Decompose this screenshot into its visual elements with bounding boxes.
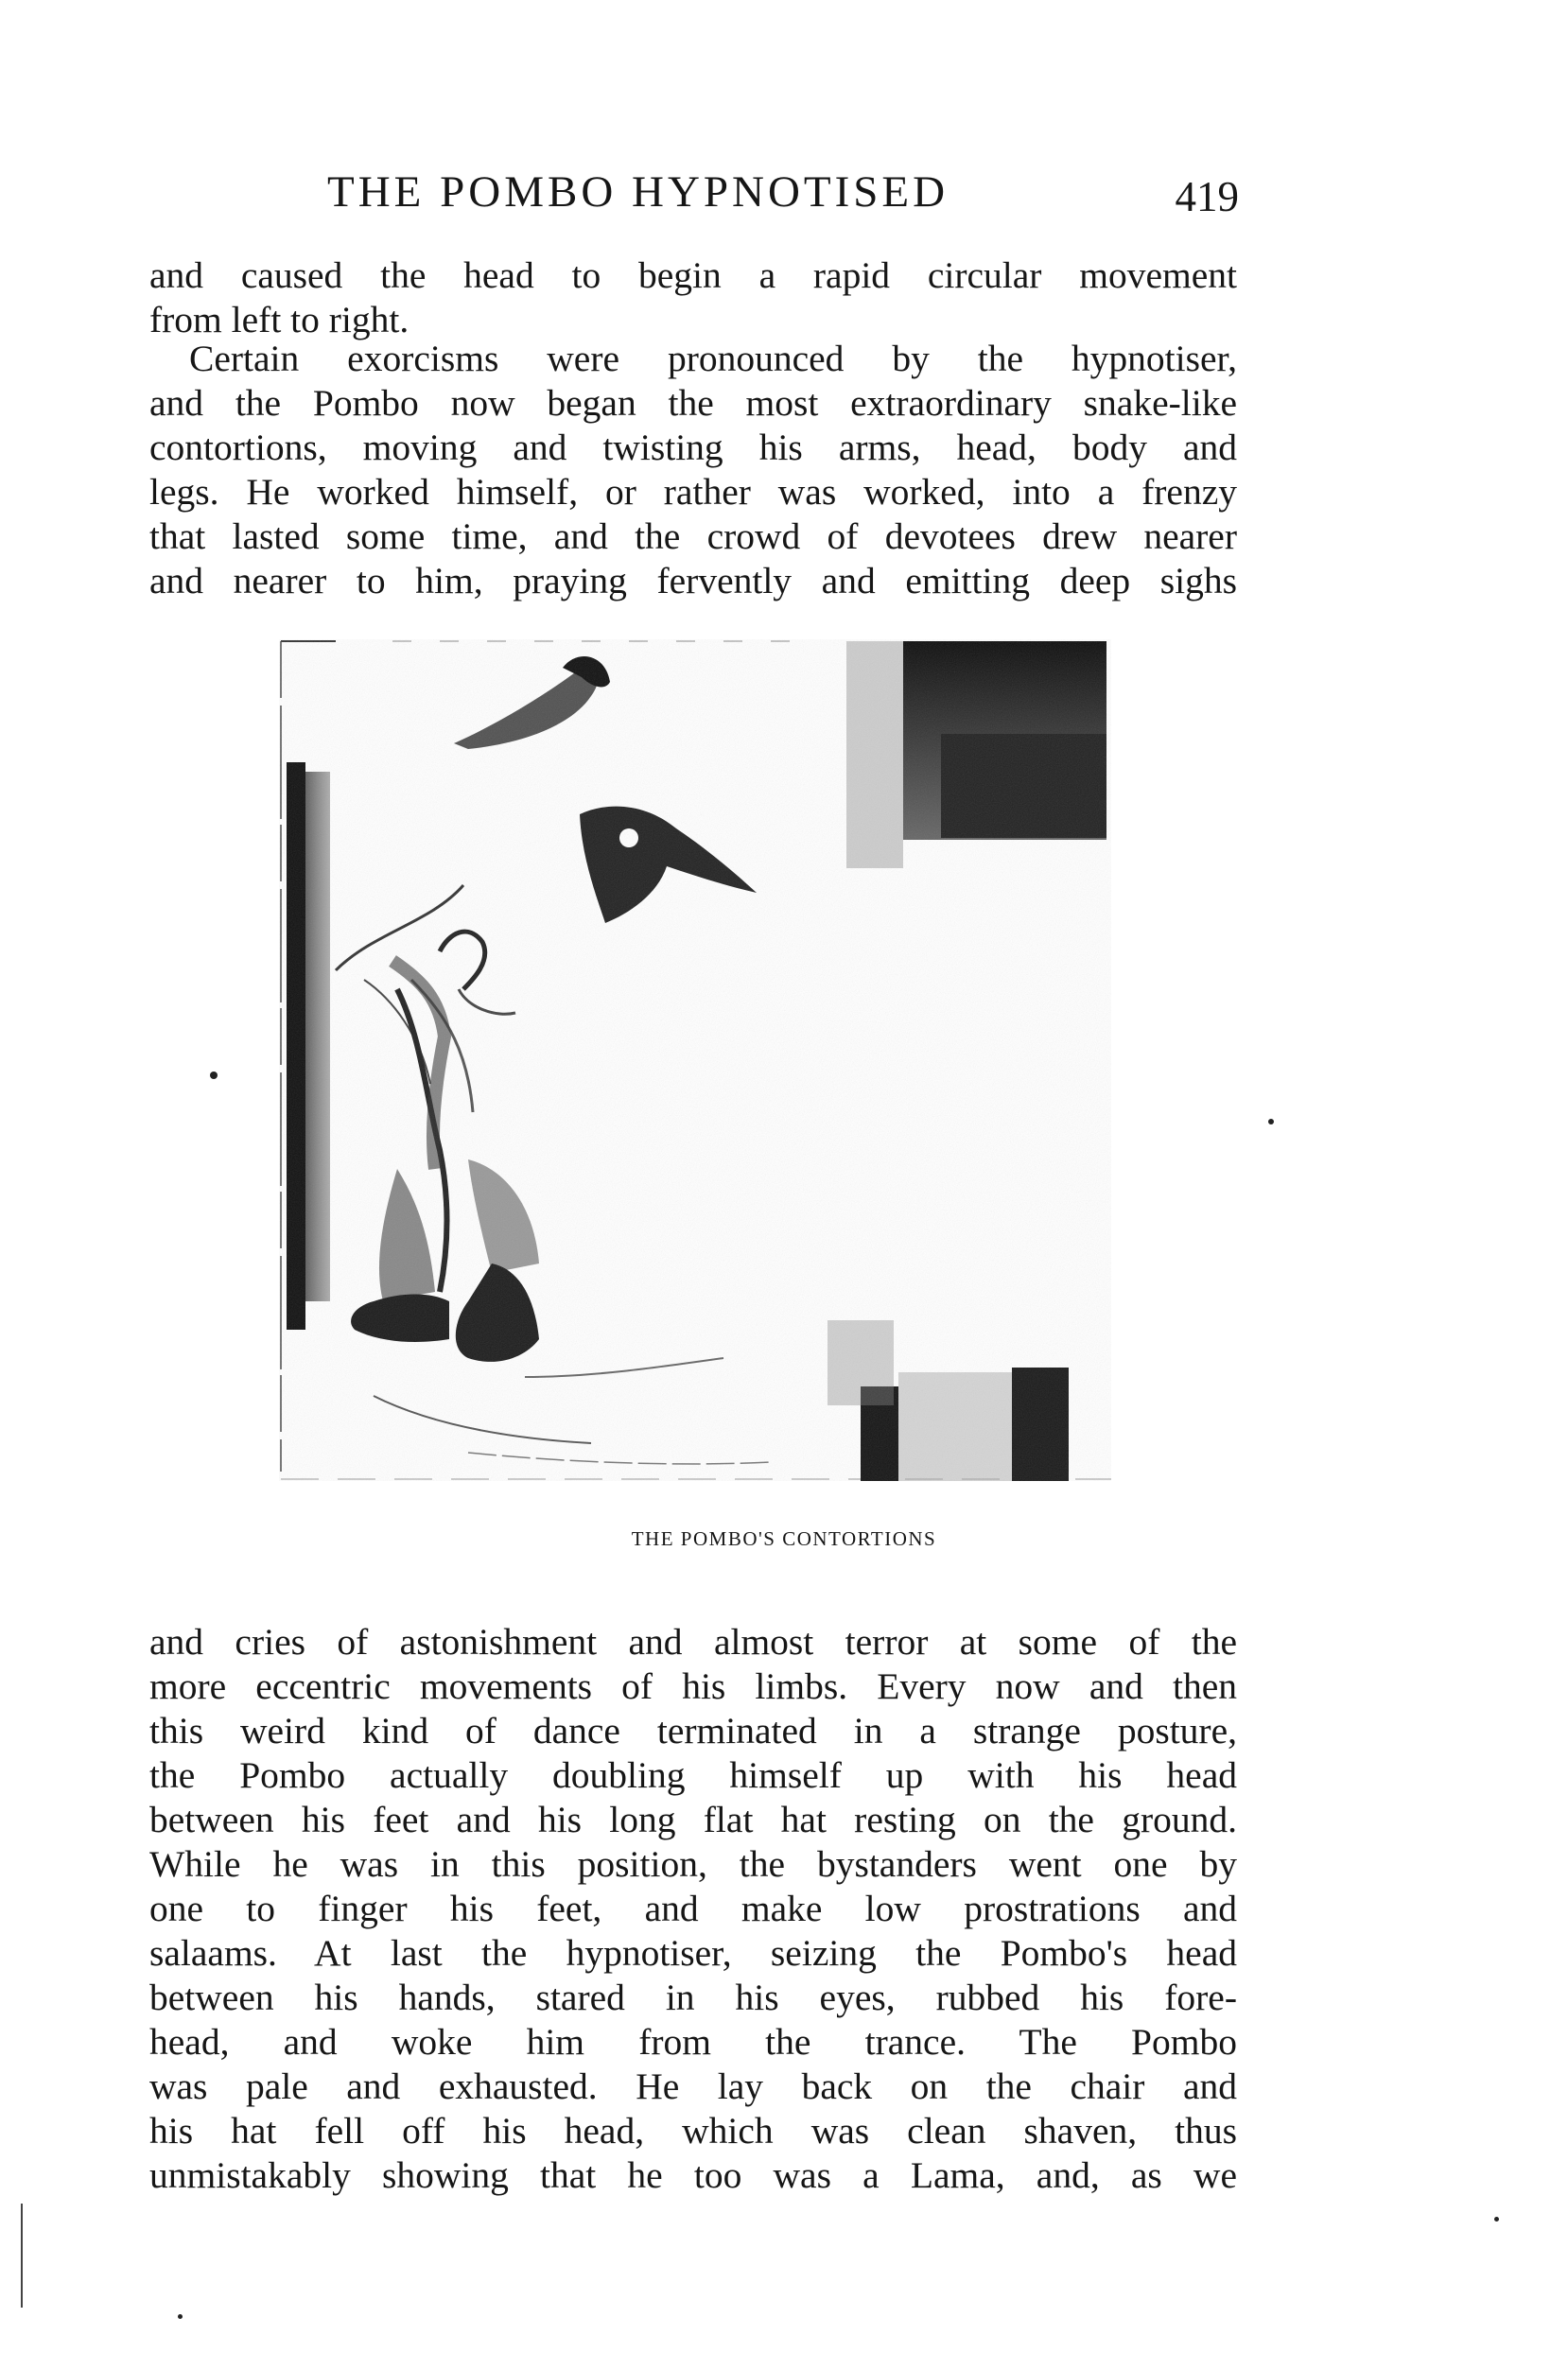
text-line: more eccentric movements of his limbs. Every now and then [149, 1665, 1237, 1707]
scan-speck [178, 2314, 183, 2319]
illustration-drawing [279, 639, 1111, 1481]
page-header [142, 166, 1258, 233]
text-line: was pale and exhausted. He lay back on the chair and [149, 2065, 1237, 2107]
paragraph-1 [149, 253, 1237, 342]
text-line: contortions, moving and twisting his arms, head, body and [149, 427, 1237, 468]
scan-speck [210, 1072, 218, 1079]
scan-edge-line [21, 2204, 23, 2308]
text-line: his hat fell off his head, which was clean shaven, thus [149, 2110, 1237, 2152]
scan-speck [1268, 1119, 1274, 1124]
text-line: and caused the head to begin a rapid circular movement [149, 254, 1237, 296]
text-line: this weird kind of dance terminated in a strange posture, [149, 1710, 1237, 1751]
illustration-pombo-contortions [279, 639, 1111, 1481]
text-line: legs. He worked himself, or rather was worked, into a frenzy [149, 471, 1237, 513]
text-line: head, and woke him from the trance. The Pombo [149, 2021, 1237, 2063]
text-line: While he was in this position, the bystanders went one by [149, 1843, 1237, 1885]
running-title: THE POMBO HYPNOTISED [327, 167, 950, 217]
text-line: salaams. At last the hypnotiser, seizing the Pombo's head [149, 1932, 1237, 1974]
figure-caption: THE POMBO'S CONTORTIONS [631, 1527, 937, 1550]
text-line: and nearer to him, praying fervently and emitting deep sighs [149, 560, 1237, 601]
paragraph-3 [149, 1620, 1237, 2198]
text-line: and the Pombo now began the most extraordinary snake-like [149, 382, 1237, 424]
page-number: 419 [1175, 173, 1239, 220]
text-line: the Pombo actually doubling himself up with his head [149, 1754, 1237, 1796]
text-line: one to finger his feet, and make low prostrations and [149, 1888, 1237, 1929]
text-line: from left to right. [149, 299, 409, 340]
text-line: that lasted some time, and the crowd of devotees drew nearer [149, 515, 1237, 557]
text-line: Certain exorcisms were pronounced by the hypnotiser, [189, 338, 1237, 379]
text-line: between his hands, stared in his eyes, rubbed his fore- [149, 1977, 1237, 2018]
text-line: unmistakably showing that he too was a Lama, and, as we [149, 2154, 1237, 2196]
text-line: and cries of astonishment and almost terror at some of the [149, 1621, 1237, 1663]
scan-speck [1494, 2217, 1499, 2222]
text-line: between his feet and his long flat hat resting on the ground. [149, 1799, 1237, 1840]
paragraph-2 [149, 337, 1237, 603]
